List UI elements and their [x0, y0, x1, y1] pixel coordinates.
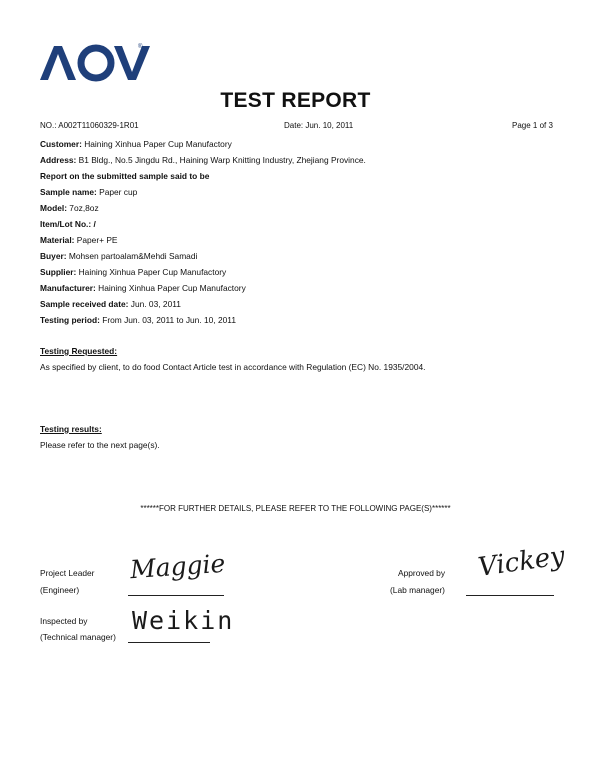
- inspected-by-role: (Technical manager): [40, 632, 116, 642]
- info-row: [40, 187, 137, 197]
- approved-by-label: Approved by: [398, 568, 446, 578]
- project-leader-label: Project Leader: [40, 568, 95, 578]
- info-value: 7oz,8oz: [66, 203, 99, 213]
- info-row: [40, 315, 236, 325]
- inspected-by-signature-line: [128, 642, 210, 643]
- info-label: Supplier:: [40, 267, 77, 277]
- report-title: TEST REPORT: [220, 89, 371, 112]
- info-row: [40, 219, 96, 229]
- further-details-note: ******FOR FURTHER DETAILS, PLEASE REFER TO THE FOLLOWING PAGE(S)******: [140, 504, 451, 513]
- info-label: Sample name:: [40, 187, 97, 197]
- approved-by-signature: Vickey: [476, 541, 567, 583]
- info-row: [40, 155, 366, 165]
- info-value: B1 Bldg., No.5 Jingdu Rd., Haining Warp Knitting Industry, Zhejiang Province.: [76, 155, 366, 165]
- info-label: Model:: [40, 203, 67, 213]
- testing-requested-heading: Testing Requested:: [40, 346, 118, 356]
- info-value: Mohsen partoalam&Mehdi Samadi: [66, 251, 198, 261]
- page-number: Page 1 of 3: [512, 121, 553, 130]
- approved-by-role: (Lab manager): [390, 585, 445, 595]
- info-row: [40, 267, 226, 277]
- info-value: Haining Xinhua Paper Cup Manufactory: [81, 139, 232, 149]
- info-row: [40, 203, 99, 213]
- info-label: Customer:: [40, 139, 82, 149]
- project-leader-signature-line: [128, 595, 224, 596]
- info-label: Report on the submitted sample said to be: [40, 171, 210, 181]
- info-label: Material:: [40, 235, 75, 245]
- info-row: [40, 299, 181, 309]
- info-value: Paper+ PE: [74, 235, 118, 245]
- approved-by-signature-line: [466, 595, 554, 596]
- report-date: Date: Jun. 10, 2011: [284, 121, 354, 130]
- info-row: [40, 251, 197, 261]
- testing-requested-text: As specified by client, to do food Contact Article test in accordance with Regulation (EC) No. 1935/2004.: [40, 362, 426, 372]
- testing-results-text: Please refer to the next page(s).: [40, 440, 160, 450]
- aov-logo: [38, 40, 150, 84]
- testing-results-heading: Testing results:: [40, 424, 102, 434]
- info-value: Haining Xinhua Paper Cup Manufactory: [95, 283, 246, 293]
- inspected-by-label: Inspected by: [40, 616, 88, 626]
- info-label: Item/Lot No.: /: [40, 219, 96, 229]
- info-row: [40, 283, 246, 293]
- info-value: Jun. 03, 2011: [128, 299, 181, 309]
- info-row: [40, 171, 209, 181]
- inspected-by-signature: Weikin: [132, 606, 235, 635]
- project-leader-signature: Maggie: [129, 548, 227, 585]
- info-label: Manufacturer:: [40, 283, 96, 293]
- project-leader-role: (Engineer): [40, 585, 80, 595]
- info-value: From Jun. 03, 2011 to Jun. 10, 2011: [99, 315, 236, 325]
- info-label: Address:: [40, 155, 77, 165]
- info-value: Haining Xinhua Paper Cup Manufactory: [76, 267, 227, 277]
- info-row: [40, 235, 118, 245]
- info-label: Buyer:: [40, 251, 67, 261]
- info-label: Testing period:: [40, 315, 100, 325]
- svg-text:®: ®: [138, 44, 143, 50]
- info-value: Paper cup: [96, 187, 138, 197]
- report-number: NO.: A002T11060329-1R01: [40, 121, 139, 130]
- info-label: Sample received date:: [40, 299, 129, 309]
- info-row: [40, 139, 232, 149]
